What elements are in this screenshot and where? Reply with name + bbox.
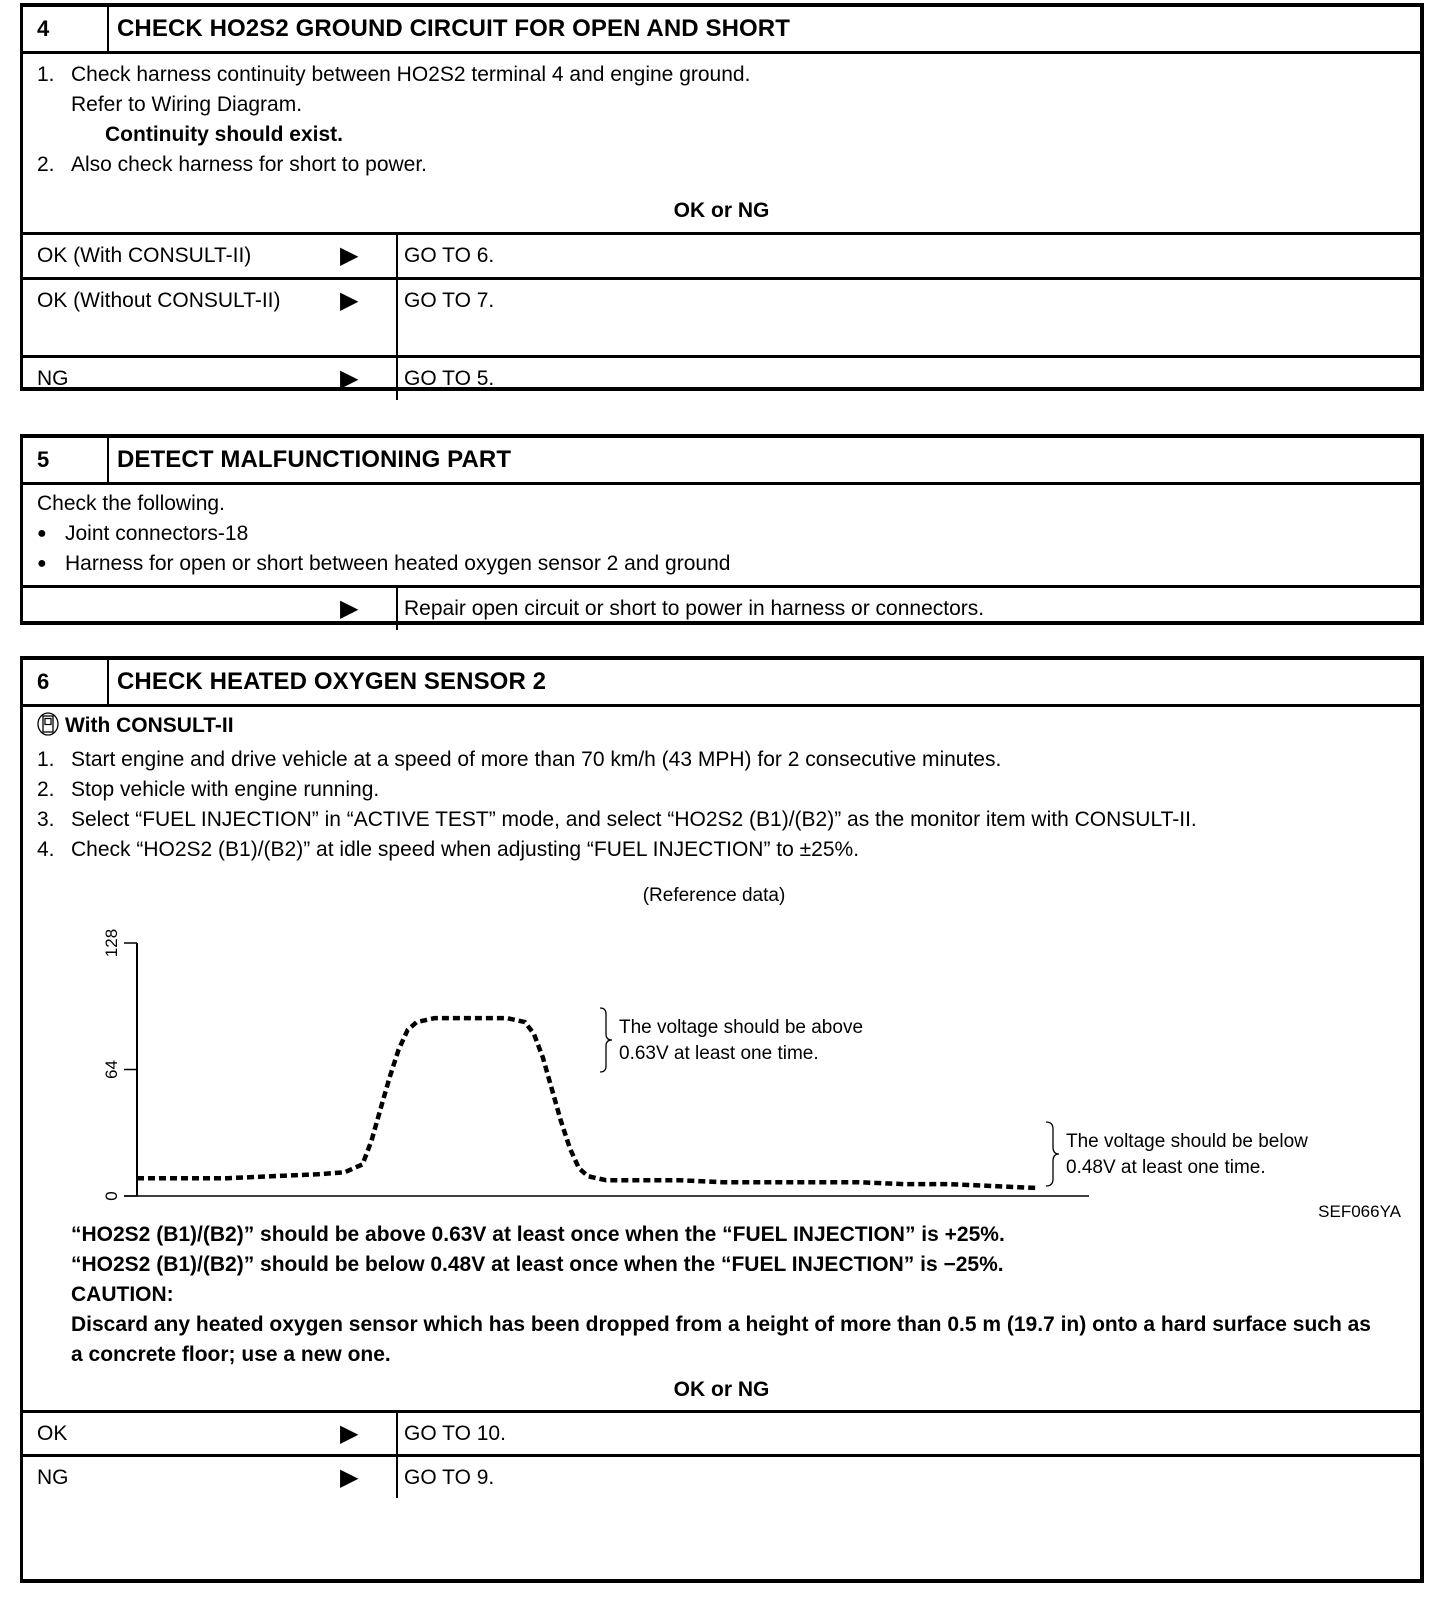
section-header — [23, 660, 1420, 707]
svg-text:0: 0 — [102, 1191, 121, 1201]
section-title: CHECK HEATED OXYGEN SENSOR 2 — [117, 668, 547, 695]
bullet-icon: ● — [37, 525, 47, 542]
annotation-below: 0.48V at least one time. — [1066, 1157, 1266, 1178]
result-condition: NG — [37, 1466, 69, 1489]
arrow-right-icon: ▶ — [340, 365, 359, 392]
step-spec: Continuity should exist. — [105, 123, 344, 146]
arrow-right-icon: ▶ — [340, 595, 359, 622]
step-text: Check harness continuity between HO2S2 terminal 4 and engine ground. — [71, 63, 751, 86]
criteria-line: “HO2S2 (B1)/(B2)” should be below 0.48V at least once when the “FUEL INJECTION” is −25%. — [71, 1253, 1004, 1276]
result-action-link[interactable]: GO TO 10. — [404, 1422, 506, 1445]
step-text: Also check harness for short to power. — [71, 153, 428, 176]
arrow-right-icon: ▶ — [340, 1464, 359, 1491]
chart-title: (Reference data) — [642, 885, 786, 906]
result-condition: NG — [37, 367, 69, 390]
reference-chart — [37, 865, 1406, 1220]
brace-icon — [1046, 1122, 1059, 1186]
step-number: 1. — [37, 748, 55, 771]
y-axis-ticks — [102, 929, 137, 1201]
consult-ii-icon — [37, 712, 59, 745]
step-number: 2. — [37, 778, 55, 801]
step-text: Start engine and drive vehicle at a speed of more than 70 km/h (43 MPH) for 2 consecutive minutes. — [71, 748, 1002, 771]
result-condition: OK (Without CONSULT-II) — [37, 289, 281, 312]
bullet-item — [37, 549, 1406, 579]
result-condition: OK (With CONSULT-II) — [37, 244, 252, 267]
result-action-link[interactable]: GO TO 9. — [404, 1466, 495, 1489]
step-item — [37, 805, 1406, 835]
result-row — [23, 1410, 1420, 1454]
result-row — [23, 277, 1420, 355]
step-number: 4. — [37, 838, 55, 861]
section-title: CHECK HO2S2 GROUND CIRCUIT FOR OPEN AND SHORT — [117, 15, 790, 42]
mode-heading — [37, 711, 1406, 745]
step-item — [37, 745, 1406, 775]
bullet-item — [37, 519, 1406, 549]
step-text: Stop vehicle with engine running. — [71, 778, 380, 801]
step-text: Select “FUEL INJECTION” in “ACTIVE TEST” mode, and select “HO2S2 (B1)/(B2)” as the monitor item with CONSULT-II. — [71, 808, 1197, 831]
section-body — [23, 485, 1420, 585]
criteria-block — [37, 1220, 1406, 1370]
step-item — [37, 60, 1406, 90]
annotation-above: The voltage should be above — [619, 1017, 864, 1038]
section-4-box — [20, 3, 1424, 391]
figure-id: SEF066YA — [1318, 1202, 1401, 1220]
step-item — [37, 150, 1406, 180]
step-number: 3. — [37, 808, 55, 831]
result-row — [23, 232, 1420, 277]
section-number: 5 — [23, 438, 109, 482]
result-condition — [37, 594, 340, 624]
ok-or-ng-label: OK or NG — [673, 199, 770, 222]
result-action-text: Repair open circuit or short to power in harness or connectors. — [404, 597, 985, 620]
annotation-below: The voltage should be below — [1066, 1131, 1308, 1152]
caution-text: Discard any heated oxygen sensor which has been dropped from a height of more than 0.5 m (19.7 in) onto a hard surface such as a concrete floor; use a new one. — [71, 1313, 1371, 1366]
caution-label: CAUTION: — [71, 1283, 174, 1306]
criteria-line: “HO2S2 (B1)/(B2)” should be above 0.63V at least once when the “FUEL INJECTION” is +25%. — [71, 1223, 1005, 1246]
ok-or-ng-label: OK or NG — [673, 1378, 770, 1401]
arrow-right-icon: ▶ — [340, 287, 359, 314]
section-5-box — [20, 434, 1424, 625]
svg-text:128: 128 — [102, 928, 121, 958]
bullet-icon: ● — [37, 555, 47, 572]
annotation-above: 0.63V at least one time. — [619, 1043, 819, 1064]
arrow-right-icon: ▶ — [340, 1420, 359, 1447]
brace-icon — [600, 1008, 612, 1072]
step-text: Check “HO2S2 (B1)/(B2)” at idle speed when adjusting “FUEL INJECTION” to ±25%. — [71, 838, 860, 861]
arrow-right-icon: ▶ — [340, 242, 359, 269]
section-number: 6 — [23, 660, 109, 704]
section-title: DETECT MALFUNCTIONING PART — [117, 446, 512, 473]
result-condition: OK — [37, 1422, 68, 1445]
section-body — [23, 54, 1420, 190]
result-row — [23, 1454, 1420, 1498]
section-header — [23, 438, 1420, 485]
result-row — [23, 585, 1420, 630]
mode-label: With CONSULT-II — [65, 714, 234, 737]
step-note: Refer to Wiring Diagram. — [71, 93, 303, 116]
bullet-text: Joint connectors-18 — [65, 522, 249, 545]
section-number: 4 — [23, 7, 109, 51]
section-header — [23, 7, 1420, 54]
step-item — [37, 775, 1406, 805]
bullet-text: Harness for open or short between heated oxygen sensor 2 and ground — [65, 552, 731, 575]
result-action-link[interactable]: GO TO 6. — [404, 244, 495, 267]
section-6-box — [20, 656, 1424, 1583]
intro-text: Check the following. — [37, 492, 225, 515]
step-number: 1. — [37, 63, 55, 86]
result-action-link[interactable]: GO TO 7. — [404, 289, 495, 312]
chart-svg — [14, 865, 1414, 1220]
step-item — [37, 835, 1406, 865]
section-body — [23, 707, 1420, 1370]
step-number: 2. — [37, 153, 55, 176]
svg-text:64: 64 — [102, 1060, 121, 1079]
result-action-link[interactable]: GO TO 5. — [404, 367, 495, 390]
chart-series-line — [137, 1018, 1039, 1188]
result-row — [23, 355, 1420, 400]
